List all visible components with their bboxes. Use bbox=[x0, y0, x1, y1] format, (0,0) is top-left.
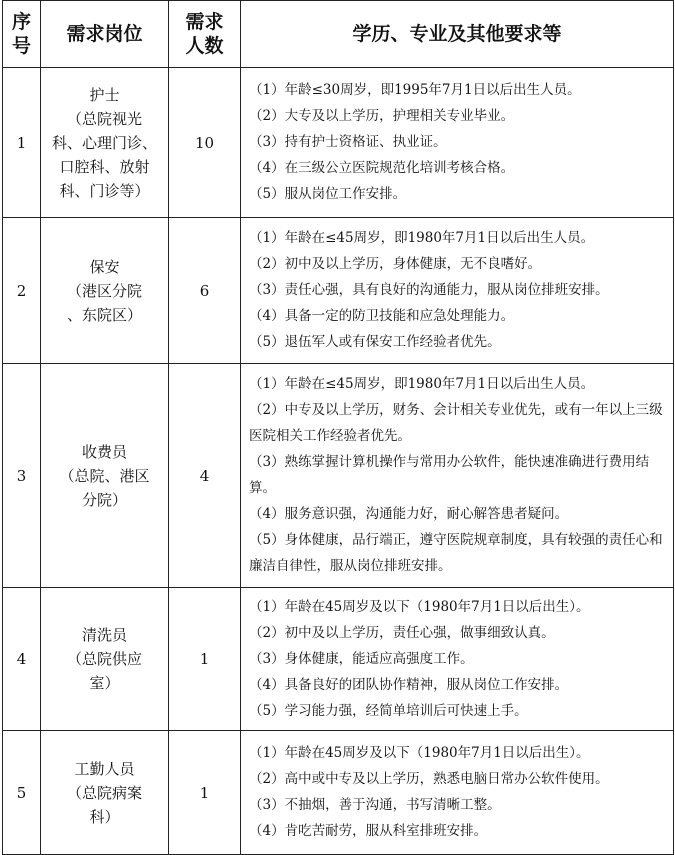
requirement-item: （1）年龄在≤45周岁，即1980年7月1日以后出生人员。 bbox=[249, 376, 595, 392]
header-requirements: 学历、专业及其他要求等 bbox=[241, 1, 674, 68]
requirement-item: （4）肯吃苦耐劳，服从科室排班安排。 bbox=[249, 823, 488, 839]
position-line: 清洗员 bbox=[81, 626, 127, 644]
table-row bbox=[3, 731, 674, 855]
cell-count: 1 bbox=[169, 731, 241, 855]
cell-count: 1 bbox=[169, 588, 241, 731]
requirement-item: （4）在三级公立医院规范化培训考核合格。 bbox=[249, 160, 515, 176]
requirement-item: （3）持有护士资格证、执业证。 bbox=[249, 134, 447, 150]
position-line: 、东院区） bbox=[66, 305, 142, 324]
position-line: （总院视光 bbox=[66, 109, 142, 128]
requirement-item: （3）不抽烟，善于沟通，书写清晰工整。 bbox=[249, 797, 501, 813]
requirement-item: （4）具备良好的团队协作精神，服从岗位工作安排。 bbox=[249, 676, 569, 693]
table-row bbox=[3, 364, 674, 588]
header-seq-line: 序 bbox=[11, 11, 31, 33]
header-count-line: 需求 bbox=[185, 11, 224, 33]
position-line: 分院） bbox=[81, 490, 127, 509]
position-line: 室） bbox=[89, 674, 120, 692]
requirement-item: （3）熟练掌握计算机操作与常用办公软件，能快速准确进行费用结算。 bbox=[249, 454, 650, 496]
requirement-item: （2）初中及以上学历，身体健康，无不良嗜好。 bbox=[249, 256, 542, 272]
position-line: （总院病案 bbox=[66, 783, 142, 802]
cell-count: 4 bbox=[169, 364, 241, 588]
requirement-item: （5）退伍军人或有保安工作经验者优先。 bbox=[249, 334, 501, 350]
cell-position bbox=[41, 588, 169, 731]
cell-position bbox=[41, 68, 169, 218]
cell-position bbox=[41, 218, 169, 364]
requirement-item: （2）初中及以上学历，责任心强，做事细致认真。 bbox=[249, 624, 555, 641]
header-count-line: 人数 bbox=[185, 35, 224, 57]
cell-position bbox=[41, 364, 169, 588]
header-count bbox=[169, 1, 241, 68]
position-line: （总院、港区 bbox=[59, 466, 150, 485]
requirement-item: （3）责任心强，具有良好的沟通能力，服从岗位排班安排。 bbox=[249, 282, 609, 298]
table-header-row bbox=[3, 1, 674, 68]
table-row bbox=[3, 68, 674, 218]
requirement-item: （4）具备一定的防卫技能和应急处理能力。 bbox=[249, 308, 515, 324]
header-seq bbox=[3, 1, 41, 68]
cell-seq: 1 bbox=[3, 68, 41, 218]
cell-requirements bbox=[241, 364, 674, 588]
requirement-item: （1）年龄在≤45周岁，即1980年7月1日以后出生人员。 bbox=[249, 230, 595, 246]
requirement-item: （4）服务意识强，沟通能力好，耐心解答患者疑问。 bbox=[249, 506, 569, 522]
requirement-item: （5）学习能力强，经简单培训后可快速上手。 bbox=[249, 702, 528, 719]
table-row bbox=[3, 588, 674, 731]
header-seq-line: 号 bbox=[11, 35, 31, 57]
position-line: 科、心理门诊、 bbox=[51, 133, 157, 152]
cell-requirements bbox=[241, 588, 674, 731]
cell-position bbox=[41, 731, 169, 855]
cell-requirements bbox=[241, 68, 674, 218]
position-line: 口腔科、放射 bbox=[59, 157, 150, 176]
position-line: 收费员 bbox=[81, 442, 127, 461]
requirement-item: （5）服从岗位工作安排。 bbox=[249, 186, 407, 202]
position-line: （总院供应 bbox=[66, 650, 142, 668]
requirement-item: （1）年龄在45周岁及以下（1980年7月1日以后出生）。 bbox=[249, 745, 590, 761]
requirement-item: （2）高中或中专及以上学历，熟悉电脑日常办公软件使用。 bbox=[249, 771, 609, 787]
position-line: 保安 bbox=[89, 257, 120, 276]
cell-seq: 3 bbox=[3, 364, 41, 588]
position-line: 护士 bbox=[89, 85, 120, 104]
header-position: 需求岗位 bbox=[41, 1, 169, 68]
requirement-item: （1）年龄在45周岁及以下（1980年7月1日以后出生）。 bbox=[249, 598, 590, 615]
position-line: 科、门诊等） bbox=[59, 181, 150, 200]
requirement-item: （5）身体健康，品行端正，遵守医院规章制度，具有较强的责任心和廉洁自律性，服从岗位排班安排。 bbox=[249, 532, 663, 574]
position-line: 科） bbox=[89, 807, 120, 826]
requirement-item: （3）身体健康，能适应高强度工作。 bbox=[249, 650, 474, 667]
recruitment-table bbox=[2, 0, 674, 855]
table-row bbox=[3, 218, 674, 364]
requirement-item: （2）大专及以上学历，护理相关专业毕业。 bbox=[249, 108, 515, 124]
requirement-item: （1）年龄≤30周岁，即1995年7月1日以后出生人员。 bbox=[249, 82, 581, 98]
cell-seq: 4 bbox=[3, 588, 41, 731]
cell-requirements bbox=[241, 218, 674, 364]
cell-count: 6 bbox=[169, 218, 241, 364]
position-line: 工勤人员 bbox=[74, 759, 135, 778]
position-line: （港区分院 bbox=[66, 281, 142, 300]
requirement-item: （2）中专及以上学历，财务、会计相关专业优先，或有一年以上三级医院相关工作经验者优先。 bbox=[249, 402, 663, 444]
cell-count: 10 bbox=[169, 68, 241, 218]
cell-seq: 5 bbox=[3, 731, 41, 855]
cell-requirements bbox=[241, 731, 674, 855]
cell-seq: 2 bbox=[3, 218, 41, 364]
